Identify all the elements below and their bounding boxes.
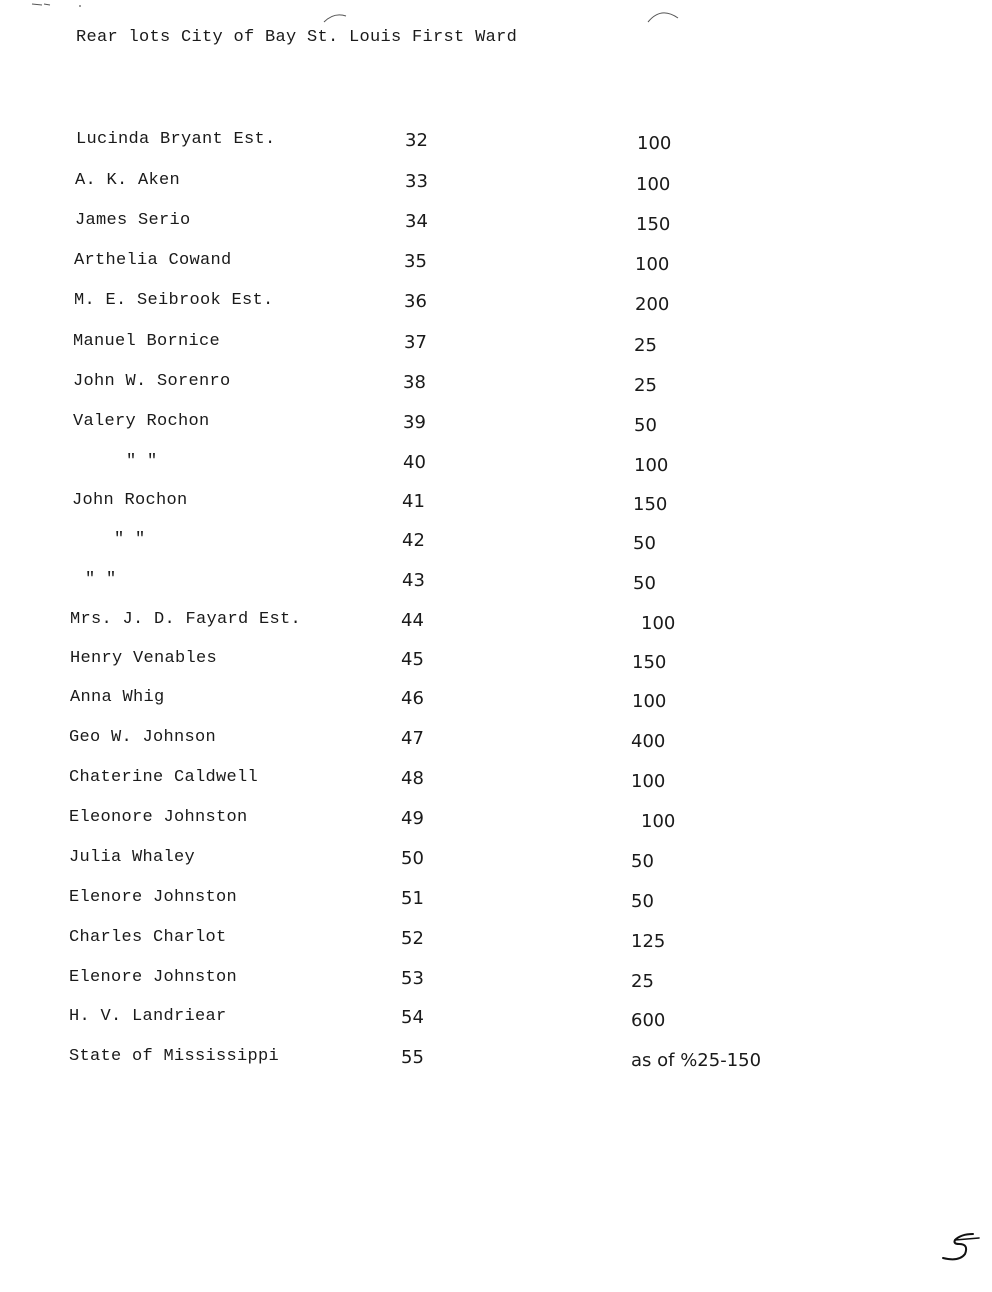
lot-number: 43 bbox=[402, 570, 425, 591]
table-row bbox=[0, 886, 992, 916]
owner-name: Geo W. Johnson bbox=[69, 728, 217, 747]
assessed-amount: 125 bbox=[631, 931, 666, 952]
lot-number: 39 bbox=[403, 412, 426, 433]
lot-number: 46 bbox=[401, 688, 424, 709]
lot-number: 35 bbox=[404, 251, 427, 272]
lot-number: 54 bbox=[401, 1007, 424, 1028]
assessed-amount: 400 bbox=[631, 731, 666, 752]
assessed-amount: 200 bbox=[635, 294, 670, 315]
table-row bbox=[0, 489, 992, 519]
owner-name: Charles Charlot bbox=[69, 928, 227, 947]
lot-number: 41 bbox=[402, 491, 425, 512]
owner-name: Anna Whig bbox=[70, 688, 165, 707]
owner-name: State of Mississippi bbox=[69, 1047, 280, 1066]
lot-number: 52 bbox=[401, 928, 424, 949]
owner-name: " " bbox=[114, 530, 146, 549]
table-row bbox=[0, 249, 992, 279]
assessed-amount: 25 bbox=[634, 335, 657, 356]
assessed-amount: 100 bbox=[636, 174, 671, 195]
table-row bbox=[0, 410, 992, 440]
table-row bbox=[0, 806, 992, 836]
owner-name: Eleonore Johnston bbox=[69, 808, 248, 827]
table-row bbox=[0, 1005, 992, 1035]
owner-name: Mrs. J. D. Fayard Est. bbox=[70, 610, 302, 629]
owner-name: Julia Whaley bbox=[69, 848, 196, 867]
table-row bbox=[0, 766, 992, 796]
lot-number: 47 bbox=[401, 728, 424, 749]
table-row bbox=[0, 330, 992, 360]
lot-number: 50 bbox=[401, 848, 424, 869]
table-row bbox=[0, 926, 992, 956]
table-row bbox=[0, 846, 992, 876]
table-row bbox=[0, 1045, 992, 1075]
lot-number: 34 bbox=[405, 211, 428, 232]
owner-name: H. V. Landriear bbox=[69, 1007, 227, 1026]
lot-number: 48 bbox=[401, 768, 424, 789]
assessed-amount: 50 bbox=[633, 533, 656, 554]
table-row bbox=[0, 450, 992, 480]
assessed-amount: 100 bbox=[641, 811, 676, 832]
lot-number: 40 bbox=[403, 452, 426, 473]
lot-number: 45 bbox=[401, 649, 424, 670]
lot-number: 44 bbox=[401, 610, 424, 631]
table-row bbox=[0, 528, 992, 558]
table-row bbox=[0, 568, 992, 598]
assessed-amount: 100 bbox=[641, 613, 676, 634]
lot-number: 32 bbox=[405, 130, 428, 151]
lot-number: 33 bbox=[405, 171, 428, 192]
assessed-amount: 100 bbox=[635, 254, 670, 275]
owner-name: Elenore Johnston bbox=[69, 888, 238, 907]
owner-name: Lucinda Bryant Est. bbox=[76, 130, 276, 149]
owner-name: James Serio bbox=[75, 211, 191, 230]
owner-name: Arthelia Cowand bbox=[74, 251, 232, 270]
lot-number: 49 bbox=[401, 808, 424, 829]
owner-name: Chaterine Caldwell bbox=[69, 768, 259, 787]
lot-number: 36 bbox=[404, 291, 427, 312]
assessed-amount: 100 bbox=[637, 133, 672, 154]
document-title: Rear lots City of Bay St. Louis First Ward bbox=[76, 28, 518, 47]
assessed-amount: 50 bbox=[631, 851, 654, 872]
assessed-amount: 100 bbox=[632, 691, 667, 712]
owner-name: Valery Rochon bbox=[73, 412, 210, 431]
owner-name: John Rochon bbox=[72, 491, 188, 510]
owner-name: A. K. Aken bbox=[75, 171, 181, 190]
scan-mark-top-right bbox=[645, 6, 681, 26]
lot-number: 55 bbox=[401, 1047, 424, 1068]
assessed-amount: 50 bbox=[633, 573, 656, 594]
lot-number: 51 bbox=[401, 888, 424, 909]
owner-name: Elenore Johnston bbox=[69, 968, 238, 987]
table-row bbox=[0, 169, 992, 199]
owner-name: " " bbox=[126, 452, 158, 471]
lot-number: 37 bbox=[404, 332, 427, 353]
assessed-amount: 50 bbox=[634, 415, 657, 436]
table-row bbox=[0, 686, 992, 716]
scan-mark-top-center bbox=[320, 10, 350, 24]
table-row bbox=[0, 209, 992, 239]
handwritten-page-number bbox=[935, 1228, 985, 1268]
table-row bbox=[0, 608, 992, 638]
assessed-amount: 150 bbox=[636, 214, 671, 235]
assessed-amount: 100 bbox=[634, 455, 669, 476]
owner-name: Henry Venables bbox=[70, 649, 218, 668]
assessed-amount: 25 bbox=[634, 375, 657, 396]
assessed-amount: 150 bbox=[633, 494, 668, 515]
assessed-amount: 25 bbox=[631, 971, 654, 992]
assessed-amount: 50 bbox=[631, 891, 654, 912]
table-row bbox=[0, 726, 992, 756]
scan-mark-top-left bbox=[30, 0, 90, 14]
assessed-amount: 600 bbox=[631, 1010, 666, 1031]
lot-number: 42 bbox=[402, 530, 425, 551]
owner-name: John W. Sorenro bbox=[73, 372, 231, 391]
table-row bbox=[0, 647, 992, 677]
lot-number: 53 bbox=[401, 968, 424, 989]
table-row bbox=[0, 370, 992, 400]
assessed-amount: 100 bbox=[631, 771, 666, 792]
assessed-amount: as of %25-150 bbox=[631, 1050, 762, 1071]
owner-name: M. E. Seibrook Est. bbox=[74, 291, 274, 310]
table-row bbox=[0, 128, 992, 158]
owner-name: " " bbox=[85, 570, 117, 589]
table-row bbox=[0, 966, 992, 996]
table-row bbox=[0, 289, 992, 319]
assessed-amount: 150 bbox=[632, 652, 667, 673]
owner-name: Manuel Bornice bbox=[73, 332, 221, 351]
lot-number: 38 bbox=[403, 372, 426, 393]
